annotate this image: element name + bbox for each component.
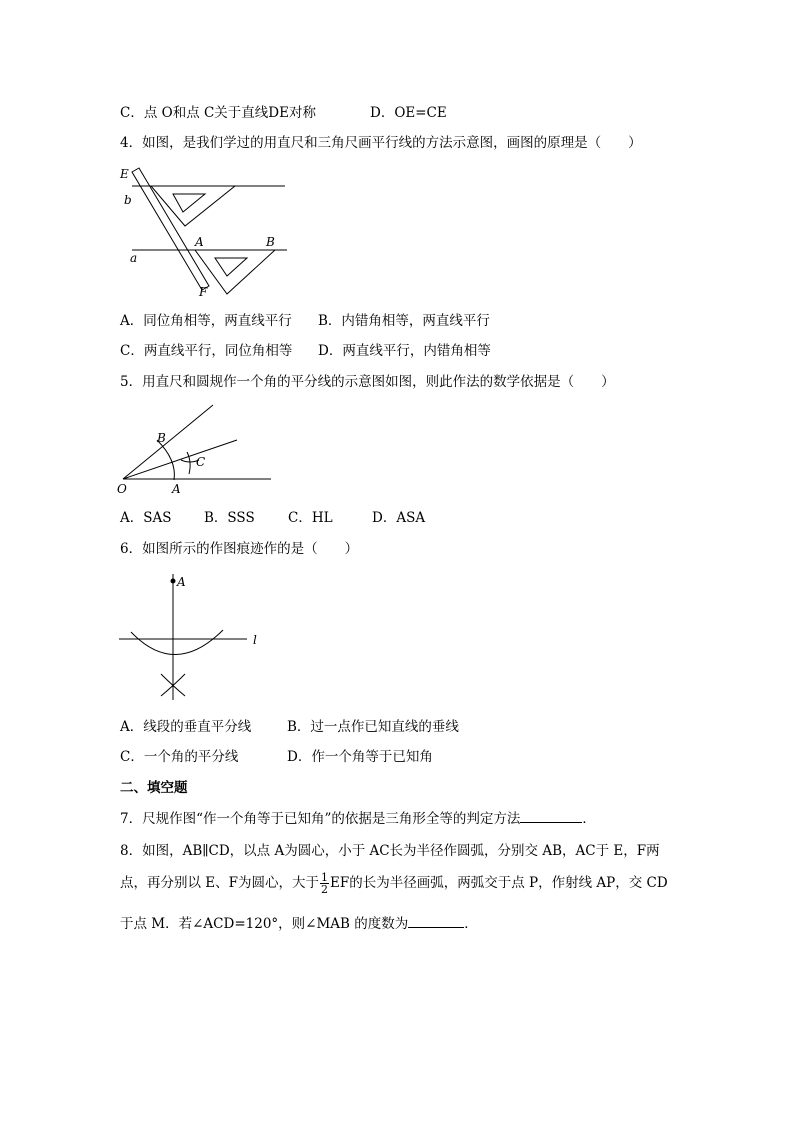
q6-options-row-2 bbox=[120, 748, 433, 766]
q4-triangle-upper bbox=[151, 186, 235, 226]
q6-label-l: l bbox=[253, 633, 257, 647]
q4-label-a-point: A bbox=[195, 235, 204, 249]
q6-arc-main bbox=[131, 630, 223, 655]
q8-line-1: 8．如图，AB∥CD，以点 A为圆心，小于 AC长为半径作圆弧，分别交 AB，AC于 E，F两 bbox=[120, 843, 660, 859]
q8-line-3 bbox=[120, 915, 478, 933]
q5-option-d: D．ASA bbox=[372, 510, 426, 526]
q5-stem: 5．用直尺和圆规作一个角的平分线的示意图如图，则此作法的数学依据是（ ） bbox=[120, 374, 615, 390]
q5-label-c: C bbox=[196, 455, 206, 469]
q6-point-a bbox=[171, 579, 176, 584]
q5-ray-oc bbox=[123, 440, 237, 479]
q5-option-b: B．SSS bbox=[204, 510, 255, 526]
q7-text: 7．尺规作图“作一个角等于已知角”的依据是三角形全等的判定方法 bbox=[120, 811, 521, 827]
q4-option-c: C．两直线平行，同位角相等 bbox=[120, 343, 293, 359]
q5-label-a: A bbox=[172, 482, 181, 496]
q5-arc-c1 bbox=[187, 452, 190, 474]
q6-option-b: B．过一点作已知直线的垂线 bbox=[287, 719, 459, 735]
q5-options-row bbox=[120, 509, 425, 527]
q5-figure bbox=[115, 400, 275, 498]
q8-line-2-end: EF的长为半径画弧，两弧交于点 P，作射线 AP，交 CD bbox=[330, 875, 668, 891]
q4-label-b: b bbox=[124, 193, 132, 207]
q5-label-o: O bbox=[117, 482, 127, 496]
q4-label-a-line: a bbox=[130, 251, 138, 265]
q4-figure bbox=[115, 162, 295, 300]
q8-fraction-numerator: 1 bbox=[321, 871, 329, 884]
q4-option-d: D．两直线平行，内错角相等 bbox=[318, 343, 491, 359]
q3-options-row bbox=[120, 104, 447, 122]
q3-option-c: C．点 O和点 C关于直线DE对称 bbox=[120, 105, 316, 121]
q3-option-d: D．OE=CE bbox=[370, 105, 447, 121]
q4-label-b-point: B bbox=[266, 235, 275, 249]
q8-end: ． bbox=[464, 916, 478, 932]
q5-option-c: C．HL bbox=[288, 510, 333, 526]
q8-line-2 bbox=[120, 872, 668, 895]
q6-option-c: C．一个角的平分线 bbox=[120, 749, 239, 765]
q8-text: 于点 M．若∠ACD=120°，则∠MAB 的度数为 bbox=[120, 916, 409, 932]
q4-triangle-upper-inner bbox=[173, 194, 205, 212]
q6-label-a: A bbox=[177, 575, 186, 589]
q8-answer-blank[interactable] bbox=[408, 915, 464, 928]
q8-fraction bbox=[320, 872, 329, 895]
q4-option-a: A．同位角相等，两直线平行 bbox=[120, 313, 292, 329]
q4-options-row-2 bbox=[120, 342, 491, 360]
q4-label-e: E bbox=[120, 167, 129, 181]
q5-option-a: A．SAS bbox=[120, 510, 172, 526]
q6-options-row-1 bbox=[120, 718, 459, 736]
q4-stem: 4．如图，是我们学过的用直尺和三角尺画平行线的方法示意图，画图的原理是（ ） bbox=[120, 135, 642, 151]
q8-line-2-start: 点，再分别以 E、F为圆心，大于 bbox=[120, 875, 320, 891]
q6-option-a: A．线段的垂直平分线 bbox=[120, 719, 252, 735]
q7-end: ． bbox=[582, 811, 596, 827]
q5-label-b: B bbox=[157, 431, 166, 445]
q4-triangle-lower-inner bbox=[215, 258, 247, 276]
q6-stem: 6．如图所示的作图痕迹作的是（ ） bbox=[120, 541, 359, 557]
q5-arc-ab bbox=[157, 440, 174, 480]
q7-answer-blank[interactable] bbox=[520, 810, 582, 823]
q7-row bbox=[120, 810, 596, 828]
q6-figure bbox=[115, 570, 265, 704]
q4-label-f: F bbox=[199, 285, 208, 299]
q8-fraction-denominator: 2 bbox=[321, 883, 329, 896]
section-heading-fill-in: 二、填空题 bbox=[120, 780, 188, 796]
q4-options-row-1 bbox=[120, 312, 490, 330]
q6-option-d: D．作一个角等于已知角 bbox=[287, 749, 433, 765]
q4-option-b: B．内错角相等，两直线平行 bbox=[318, 313, 490, 329]
